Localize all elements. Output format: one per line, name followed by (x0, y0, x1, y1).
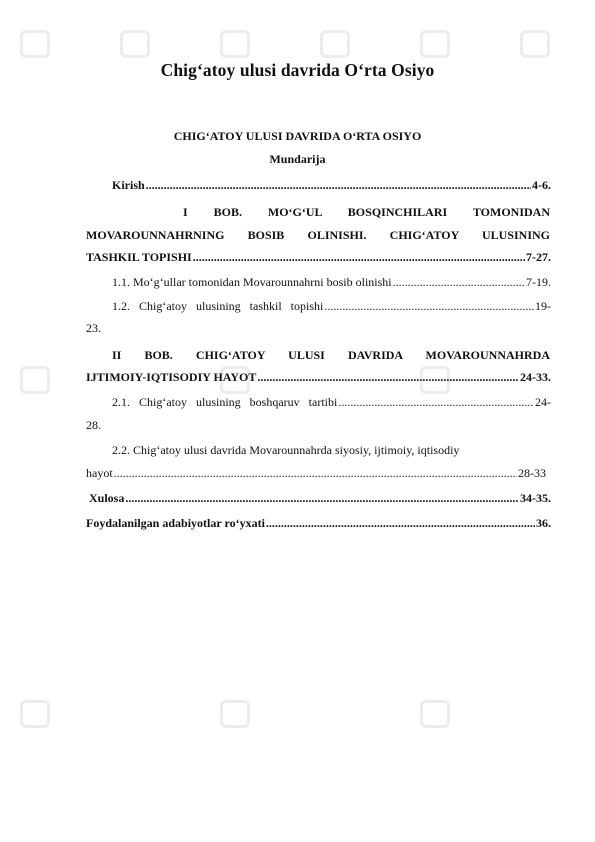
toc-entry-2-2[interactable] (86, 465, 546, 481)
toc-entry-1-1[interactable] (112, 274, 551, 290)
watermark-icon (0, 692, 70, 736)
toc-entry-chapter2[interactable] (86, 369, 551, 385)
watermark-icon (0, 358, 70, 402)
toc-entry-pages: 34-35. (520, 491, 551, 505)
document-title: Chig‘atoy ulusi davrida O‘rta Osiyo (160, 60, 435, 80)
toc-entry-kirish[interactable] (112, 177, 551, 193)
toc-leader (146, 177, 531, 193)
toc-entry-label: TASHKIL TOPISHI (86, 250, 192, 264)
toc-entry-pages: 24- (535, 395, 551, 409)
toc-entry-2-1-pages-cont: 28. (86, 418, 101, 432)
toc-entry-1-2[interactable] (112, 298, 551, 314)
toc-entry-pages: 36. (536, 516, 551, 530)
toc-entry-2-2-label[interactable]: 2.2. Chig‘atoy ulusi davrida Movarounnahrda siyosiy, ijtimoiy, iqtisodiy (112, 443, 460, 457)
toc-entry-2-1[interactable] (112, 394, 551, 410)
toc-entry-label: Kirish (112, 178, 145, 192)
toc-leader (193, 249, 525, 265)
toc-leader (114, 465, 517, 481)
toc-chapter1-line2[interactable]: MOVAROUNNAHRNING BOSIB OLINISHI. CHIG‘ATOY ULUSINING (86, 228, 550, 242)
toc-entry-pages: 24-33. (520, 370, 551, 384)
toc-entry-pages: 28-33 (518, 466, 546, 480)
toc-heading: CHIG‘ATOY ULUSI DAVRIDA O‘RTA OSIYO (173, 129, 422, 143)
toc-entry-label: Foydalanilgan adabiyotlar ro‘yxati (86, 516, 265, 530)
toc-entry-label: hayot (86, 466, 113, 480)
toc-entry-1-2-pages-cont: 23. (86, 321, 101, 335)
watermark-icon (200, 692, 270, 736)
toc-leader (257, 369, 519, 385)
toc-entry-xulosa[interactable] (89, 490, 551, 506)
toc-entry-pages: 4-6. (532, 178, 551, 192)
toc-entry-label: 1.2. Chig‘atoy ulusining tashkil topishi (112, 299, 324, 313)
watermark-icon (400, 692, 470, 736)
toc-entry-pages: 7-27. (526, 250, 551, 264)
toc-entry-chapter1[interactable] (86, 249, 551, 265)
toc-entry-pages: 7-19. (526, 275, 551, 289)
toc-entry-label: 2.1. Chig‘atoy ulusining boshqaruv tartibi (112, 395, 338, 409)
toc-leader (266, 515, 535, 531)
toc-chapter1-line1[interactable]: I BOB. MO‘G‘UL BOSQINCHILARI TOMONIDAN (183, 205, 550, 219)
toc-leader (324, 298, 534, 314)
toc-entry-label: Xulosa (89, 491, 125, 505)
toc-leader (393, 274, 525, 290)
toc-entry-label: 1.1. Mo‘g‘ullar tomonidan Movarounnahrni bosib olinishi (112, 275, 392, 289)
toc-leader (125, 490, 519, 506)
toc-entry-pages: 19- (535, 299, 551, 313)
toc-entry-label: IJTIMOIY-IQTISODIY HAYOT (86, 370, 257, 384)
toc-leader (338, 394, 534, 410)
toc-chapter2-line1[interactable]: II BOB. CHIG‘ATOY ULUSI DAVRIDA MOVAROUNNAHRDA (112, 348, 550, 362)
toc-entry-adabiyotlar[interactable] (86, 515, 551, 531)
toc-subheading: Mundarija (269, 152, 326, 166)
